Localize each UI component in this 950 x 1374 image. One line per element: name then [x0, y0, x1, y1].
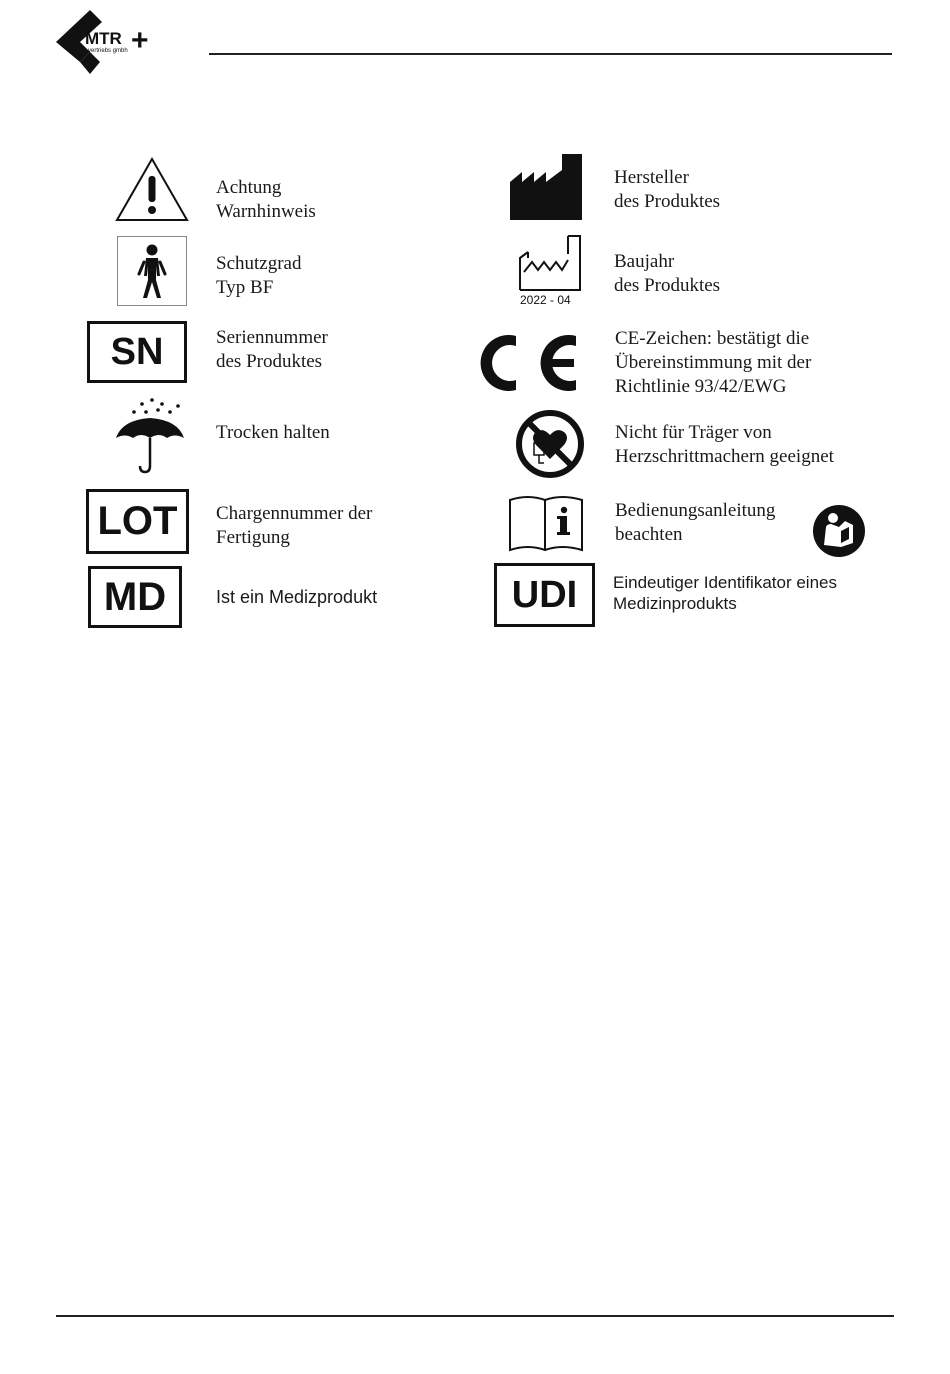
sn-text: Seriennummer des Produktes: [216, 327, 328, 372]
read-manual-icon: [811, 503, 867, 559]
logo-plus: +: [131, 24, 149, 57]
year-text: Baujahr des Produktes: [614, 251, 721, 296]
footer-rule: [56, 1315, 894, 1317]
logo-mark: [54, 8, 164, 80]
no-pacemaker-icon: [514, 409, 586, 479]
pacemaker-text: Nicht für Träger von Herzschrittmachern geeignet: [615, 422, 834, 467]
logo-text: MTR: [85, 29, 122, 48]
lot-number-icon: LOT: [86, 489, 189, 554]
udi-text: Eindeutiger Identifikator eines Medizinprodukts: [613, 573, 837, 613]
md-text: Ist ein Medizprodukt: [216, 587, 378, 607]
manufacturer-text: Hersteller des Produktes: [614, 167, 721, 212]
warning-text: Achtung Warnhinweis: [216, 177, 316, 222]
umbrella-rain-icon: [112, 392, 188, 476]
type-bf-body-icon: [117, 236, 187, 306]
serial-number-icon: SN: [87, 321, 187, 383]
ce-text: CE-Zeichen: bestätigt die Übereinstimmung mit der Richtlinie 93/42/EWG: [615, 328, 812, 397]
udi-icon: UDI: [494, 563, 595, 627]
info-manual-icon: [508, 494, 584, 554]
company-logo: [54, 8, 164, 80]
bf-text: Schutzgrad Typ BF: [216, 253, 302, 298]
medical-device-icon: MD: [88, 566, 182, 628]
ce-mark-icon: [478, 330, 582, 396]
header-rule: [209, 53, 892, 55]
factory-icon: [510, 154, 584, 222]
warning-triangle-icon: [114, 156, 190, 224]
dry-text: Trocken halten: [216, 422, 330, 443]
manufacture-date: 2022 - 04: [520, 293, 571, 307]
manufacture-date-icon: [516, 234, 586, 308]
lot-text: Chargennummer der Fertigung: [216, 503, 373, 548]
logo-subtext: vertriebs gmbh: [88, 48, 128, 54]
manual-text: Bedienungsanleitung beachten: [615, 500, 776, 545]
